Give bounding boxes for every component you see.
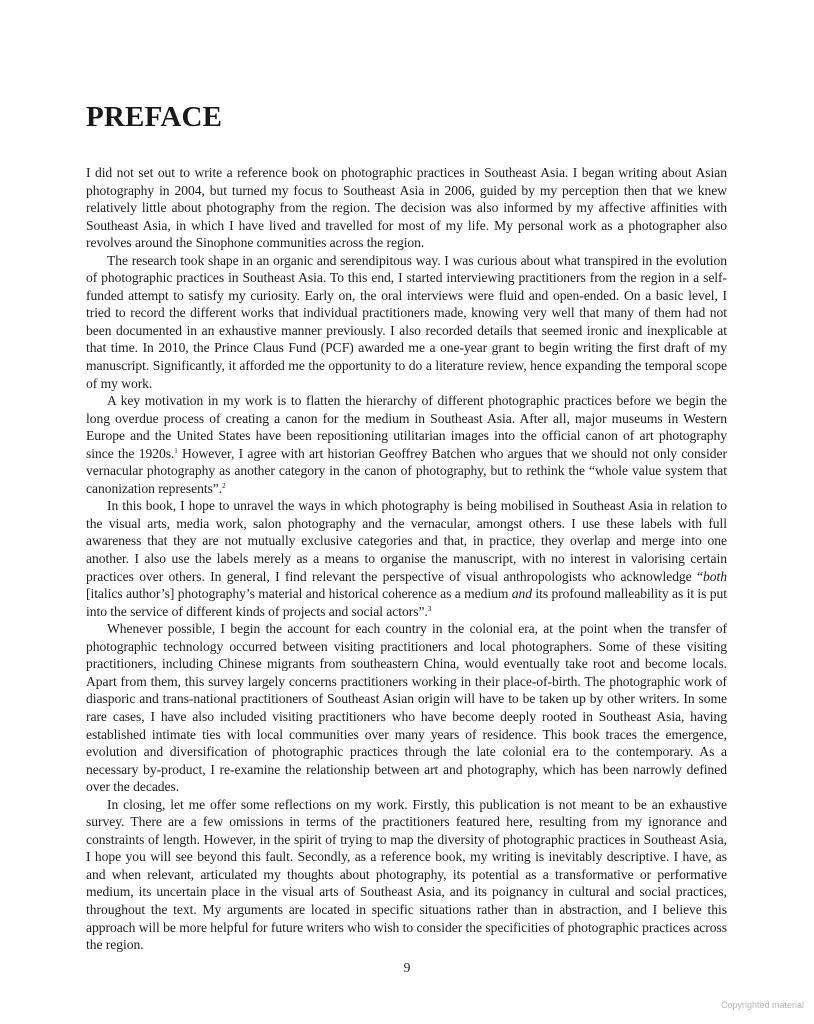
- page-number: 9: [403, 960, 411, 975]
- text-run: In closing, let me offer some reflections on my work. Firstly, this publication is not meant to be an exhaustive survey. There are a few omissions in terms of the practitioners featured here, resulting from my ignorance and constraints of length. However, in the spirit of trying to map the diversity of photographic practices in Southeast Asia, I hope you will see beyond this fault. Secondly, as a reference book, my writing is inevitably descriptive. I have, as and when relevant, articulated my thoughts about photography, its potential as a transformative or performative medium, its uncertain place in the visual arts of Southeast Asia, and its poignancy in cultural and social practices, throughout the text. My arguments are located in specific situations rather than in abstraction, and I believe this approach will be more helpful for future writers who wish to consider the specificities of photographic practices across the region.: [86, 796, 727, 953]
- paragraph-6: [86, 796, 727, 954]
- text-run: In this book, I hope to unravel the ways in which photography is being mobilised in Southeast Asia in relation to the visual arts, media work, salon photography and the vernacular, amongst others. I use these labels with full awareness that they are not mutually exclusive categories and that, in practice, they overlap and merge into one another. I also use the labels merely as a means to organise the manuscript, with no interest in valorising certain practices over others. In general, I find relevant the perspective of visual anthropologists who acknowledge “: [86, 498, 727, 584]
- paragraph-2: [86, 252, 727, 392]
- footnote-marker: 1: [174, 446, 178, 455]
- italic-text: and: [511, 586, 532, 602]
- text-run: The research took shape in an organic and serendipitous way. I was curious about what transpired in the evolution of photographic practices in Southeast Asia. To this end, I started interviewing practitioners from the region in a self-funded attempt to satisfy my curiosity. Early on, the oral interviews were fluid and open-ended. On a basic level, I tried to record the different works that individual practitioners made, knowing very well that many of them had not been documented in an exhaustive manner previously. I also recorded details that seemed ironic and inexplicable at that time. In 2010, the Prince Claus Fund (PCF) awarded me a one-year grant to begin writing the first draft of my manuscript. Significantly, it afforded me the opportunity to do a literature review, hence expanding the temporal scope of my work.: [86, 252, 727, 391]
- text-run: However, I agree with art historian Geoffrey Batchen who argues that we should not only consider vernacular photography as another category in the canon of photography, but to rethink the “whole value system that canonization represents”.: [86, 445, 727, 496]
- italic-text: both: [703, 568, 727, 584]
- paragraph-5: [86, 620, 727, 795]
- text-run: Whenever possible, I begin the account for each country in the colonial era, at the point when the transfer of photographic technology occurred between visiting practitioners and local photographers. Some of these visiting practitioners, including Chinese migrants from southeastern China, would eventually take root and become locals. Apart from them, this survey largely concerns practitioners working in their place-of-birth. The photographic work of diasporic and trans-national practitioners of Southeast Asian origin will have to be taken up by other writers. In some rare cases, I have also included visiting practitioners who have become deeply rooted in Southeast Asia, having established intimate ties with local communities over many years of residence. This book traces the emergence, evolution and diversification of photographic practices through the late colonial era to the contemporary. As a necessary by-product, I re-examine the relationship between art and photography, which has been narrowly defined over the decades.: [86, 621, 727, 795]
- text-run: A key motivation in my work is to flatten the hierarchy of different photographic practices before we begin the long overdue process of creating a canon for the medium in Southeast Asia. After all, major museums in Western Europe and the United States have been repositioning utilitarian images into the official canon of art photography since the 1920s.: [86, 393, 727, 461]
- paragraph-4: [86, 497, 727, 620]
- paragraph-1: [86, 164, 727, 252]
- text-run: [italics author’s] photography’s material and historical coherence as a medium: [86, 586, 512, 602]
- text-run: its profound malleability as it is put into the service of different kinds of projects and social actors”.: [86, 586, 727, 619]
- copyright-watermark: Copyrighted material: [720, 1000, 804, 1010]
- paragraph-3: [86, 392, 727, 497]
- preface-body: [86, 164, 727, 954]
- footnote-marker: 2: [222, 481, 226, 490]
- text-run: I did not set out to write a reference book on photographic practices in Southeast Asia. I began writing about Asian photography in 2004, but turned my focus to Southeast Asia in 2006, guided by my perception then that we knew relatively little about photography from the region. The decision was also informed by my affective affinities with Southeast Asia, in which I have lived and travelled for most of my life. My personal work as a photographer also revolves around the Sinophone communities across the region.: [86, 165, 727, 251]
- footnote-marker: 3: [427, 604, 432, 613]
- page-title: PREFACE: [86, 101, 223, 133]
